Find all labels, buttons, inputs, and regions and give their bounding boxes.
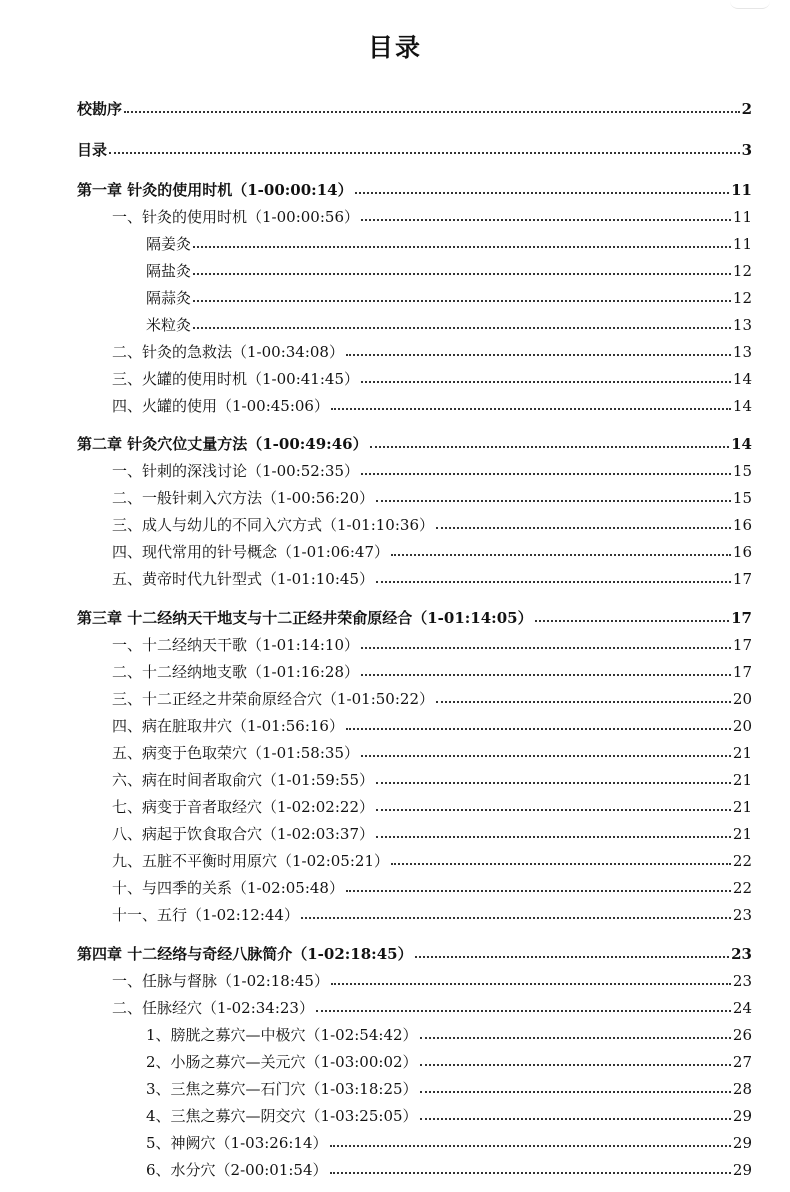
- toc-section-entry[interactable]: [112, 716, 752, 736]
- toc-page-number: 29: [732, 1134, 752, 1152]
- dot-leader: [376, 581, 731, 583]
- toc-section-entry[interactable]: [112, 515, 752, 535]
- toc-page-number: 23: [732, 906, 752, 924]
- toc-section-entry[interactable]: [112, 743, 752, 763]
- dot-leader: [346, 728, 731, 730]
- page-title: 目录: [367, 33, 422, 62]
- toc-page-number: 20: [732, 717, 752, 735]
- toc-section-entry[interactable]: [112, 207, 752, 227]
- dot-leader: [193, 300, 731, 302]
- dot-leader: [193, 273, 731, 275]
- toc-page-number: 29: [732, 1161, 752, 1179]
- toc-page-number: 28: [732, 1080, 752, 1098]
- toc-entry-text: 五、黄帝时代九针型式（1-01:10:45）: [112, 570, 374, 588]
- toc-subsection-entry[interactable]: [146, 234, 752, 254]
- toc-entry-text: 一、针刺的深浅讨论（1-00:52:35）: [112, 462, 359, 480]
- toc-entry-text: 校勘序: [77, 100, 123, 118]
- toc-page-number: 29: [732, 1107, 752, 1125]
- dot-leader: [124, 111, 740, 113]
- toc-page-number: 21: [732, 825, 752, 843]
- dot-leader: [346, 354, 731, 356]
- toc-entry[interactable]: [77, 140, 752, 160]
- toc-page-number: 15: [732, 462, 752, 480]
- toc-section-entry[interactable]: [112, 851, 752, 871]
- dot-leader: [436, 527, 731, 529]
- toc-entry[interactable]: [77, 99, 752, 119]
- dot-leader: [391, 863, 731, 865]
- toc-entry-text: 一、针灸的使用时机（1-00:00:56）: [112, 208, 359, 226]
- toc-page-number: 14: [732, 370, 752, 388]
- toc-subsection-entry[interactable]: [146, 1133, 752, 1153]
- toc-section-entry[interactable]: [112, 770, 752, 790]
- toc-page-number: 21: [732, 744, 752, 762]
- toc-page-number: 13: [732, 343, 752, 361]
- toc-page-number: 26: [732, 1026, 752, 1044]
- toc-entry-text: 第一章 针灸的使用时机（1-00:00:14）: [77, 181, 353, 199]
- toc-entry-text: 第三章 十二经纳天干地支与十二正经井荣俞原经合（1-01:14:05）: [77, 609, 533, 627]
- toc-entry-text: 米粒灸: [146, 316, 192, 334]
- toc-section-entry[interactable]: [112, 797, 752, 817]
- toc-entry-text: 四、现代常用的针号概念（1-01:06:47）: [112, 543, 389, 561]
- dot-leader: [331, 983, 731, 985]
- toc-section-entry[interactable]: [112, 396, 752, 416]
- toc-entry-text: 九、五脏不平衡时用原穴（1-02:05:21）: [112, 852, 389, 870]
- dot-leader: [355, 192, 730, 194]
- toc-section-entry[interactable]: [112, 569, 752, 589]
- toc-page-number: 3: [741, 141, 752, 159]
- dot-leader: [370, 446, 730, 448]
- toc-entry-text: 四、火罐的使用（1-00:45:06）: [112, 397, 329, 415]
- toc-page-number: 17: [732, 636, 752, 654]
- toc-entry-text: 三、十二正经之井荣俞原经合穴（1-01:50:22）: [112, 690, 434, 708]
- dot-leader: [535, 620, 730, 622]
- toc-page-number: 14: [731, 435, 752, 453]
- dot-leader: [376, 809, 731, 811]
- toc-page-number: 16: [732, 516, 752, 534]
- dot-leader: [361, 647, 731, 649]
- toc-page-number: 20: [732, 690, 752, 708]
- toc-page-number: 22: [732, 852, 752, 870]
- toc-page-number: 2: [741, 100, 752, 118]
- dot-leader: [420, 1064, 731, 1066]
- dot-leader: [361, 755, 731, 757]
- toc-entry-text: 八、病起于饮食取合穴（1-02:03:37）: [112, 825, 374, 843]
- toc-page-number: 14: [732, 397, 752, 415]
- toc-page-number: 17: [731, 609, 752, 627]
- dot-leader: [376, 836, 731, 838]
- dot-leader: [415, 956, 730, 958]
- toc-entry-text: 目录: [77, 141, 108, 159]
- dot-leader: [361, 674, 731, 676]
- toc-chapter-entry[interactable]: [77, 944, 752, 964]
- toc-chapter-entry[interactable]: [77, 434, 752, 454]
- toc-entry-text: 五、病变于色取荣穴（1-01:58:35）: [112, 744, 359, 762]
- toc-section-entry[interactable]: [112, 878, 752, 898]
- dot-leader: [361, 381, 731, 383]
- dot-leader: [436, 701, 731, 703]
- toc-chapter-entry[interactable]: [77, 608, 752, 628]
- toc-entry-text: 第二章 针灸穴位丈量方法（1-00:49:46）: [77, 435, 368, 453]
- toc-page-number: 11: [732, 235, 752, 253]
- dot-leader: [330, 1145, 731, 1147]
- toc-entry-text: 隔姜灸: [146, 235, 192, 253]
- dot-leader: [361, 473, 731, 475]
- toc-entry-text: 六、病在时间者取俞穴（1-01:59:55）: [112, 771, 374, 789]
- toc-entry-text: 二、针灸的急救法（1-00:34:08）: [112, 343, 344, 361]
- toc-entry-text: 七、病变于音者取经穴（1-02:02:22）: [112, 798, 374, 816]
- toc-entry-text: 4、三焦之募穴—阴交穴（1-03:25:05）: [146, 1107, 418, 1125]
- toc-entry-text: 一、十二经纳天干歌（1-01:14:10）: [112, 636, 359, 654]
- toc-page-number: 15: [732, 489, 752, 507]
- dot-leader: [346, 890, 731, 892]
- toc-entry-text: 十、与四季的关系（1-02:05:48）: [112, 879, 344, 897]
- toc-section-entry[interactable]: [112, 488, 752, 508]
- toc-page-number: 11: [732, 208, 752, 226]
- toc-page-number: 27: [732, 1053, 752, 1071]
- toc-subsection-entry[interactable]: [146, 288, 752, 308]
- toc-section-entry[interactable]: [112, 342, 752, 362]
- dot-leader: [301, 917, 731, 919]
- toc-entry-text: 二、任脉经穴（1-02:34:23）: [112, 999, 314, 1017]
- dot-leader: [330, 1172, 731, 1174]
- toc-entry-text: 1、膀胱之募穴—中极穴（1-02:54:42）: [146, 1026, 418, 1044]
- toc-subsection-entry[interactable]: [146, 315, 752, 335]
- toc-entry-text: 二、十二经纳地支歌（1-01:16:28）: [112, 663, 359, 681]
- toc-page-number: 23: [732, 972, 752, 990]
- toc-entry-text: 隔盐灸: [146, 262, 192, 280]
- toc-entry-text: 十一、五行（1-02:12:44）: [112, 906, 299, 924]
- toc-entry-text: 一、任脉与督脉（1-02:18:45）: [112, 972, 329, 990]
- dot-leader: [376, 500, 731, 502]
- toc-section-entry[interactable]: [112, 971, 752, 991]
- dot-leader: [391, 554, 731, 556]
- toc-page-number: 22: [732, 879, 752, 897]
- toc-entry-text: 隔蒜灸: [146, 289, 192, 307]
- toc-section-entry[interactable]: [112, 905, 752, 925]
- toc-entry-text: 三、火罐的使用时机（1-00:41:45）: [112, 370, 359, 388]
- toc-entry-text: 第四章 十二经络与奇经八脉简介（1-02:18:45）: [77, 945, 413, 963]
- toc-page-number: 16: [732, 543, 752, 561]
- toc-section-entry[interactable]: [112, 369, 752, 389]
- toc-page-number: 12: [732, 262, 752, 280]
- dot-leader: [361, 219, 731, 221]
- toc-section-entry[interactable]: [112, 635, 752, 655]
- toc-section-entry[interactable]: [112, 998, 752, 1018]
- toc-page-number: 24: [732, 999, 752, 1017]
- toc-subsection-entry[interactable]: [146, 1106, 752, 1126]
- dot-leader: [420, 1091, 731, 1093]
- toc-entry-text: 5、神阙穴（1-03:26:14）: [146, 1134, 328, 1152]
- toc-entry-text: 四、病在脏取井穴（1-01:56:16）: [112, 717, 344, 735]
- dot-leader: [420, 1037, 731, 1039]
- toc-page-number: 11: [731, 181, 752, 199]
- dot-leader: [420, 1118, 731, 1120]
- toc-page-number: 21: [732, 798, 752, 816]
- toc-entry-text: 三、成人与幼儿的不同入穴方式（1-01:10:36）: [112, 516, 434, 534]
- toc-subsection-entry[interactable]: [146, 261, 752, 281]
- toc-subsection-entry[interactable]: [146, 1160, 752, 1180]
- toc-chapter-entry[interactable]: [77, 180, 752, 200]
- toc-page-number: 12: [732, 289, 752, 307]
- toc-page-number: 23: [731, 945, 752, 963]
- dot-leader: [109, 152, 740, 154]
- dot-leader: [331, 408, 731, 410]
- dot-leader: [376, 782, 731, 784]
- toc-subsection-entry[interactable]: [146, 1052, 752, 1072]
- toc-section-entry[interactable]: [112, 662, 752, 682]
- dot-leader: [193, 327, 731, 329]
- dot-leader: [316, 1010, 731, 1012]
- toc-section-entry[interactable]: [112, 689, 752, 709]
- toc-entry-text: 二、一般针刺入穴方法（1-00:56:20）: [112, 489, 374, 507]
- dot-leader: [193, 246, 731, 248]
- toc-page-number: 17: [732, 570, 752, 588]
- toc-entry-text: 3、三焦之募穴—石门穴（1-03:18:25）: [146, 1080, 418, 1098]
- toc-subsection-entry[interactable]: [146, 1025, 752, 1045]
- toc-entry-text: 6、水分穴（2-00:01:54）: [146, 1161, 328, 1179]
- toc-page-number: 17: [732, 663, 752, 681]
- toc-section-entry[interactable]: [112, 542, 752, 562]
- toc-section-entry[interactable]: [112, 461, 752, 481]
- toc-page-number: 21: [732, 771, 752, 789]
- toc-subsection-entry[interactable]: [146, 1079, 752, 1099]
- toc-entry-text: 2、小肠之募穴—关元穴（1-03:00:02）: [146, 1053, 418, 1071]
- toc-section-entry[interactable]: [112, 824, 752, 844]
- toc-page-number: 13: [732, 316, 752, 334]
